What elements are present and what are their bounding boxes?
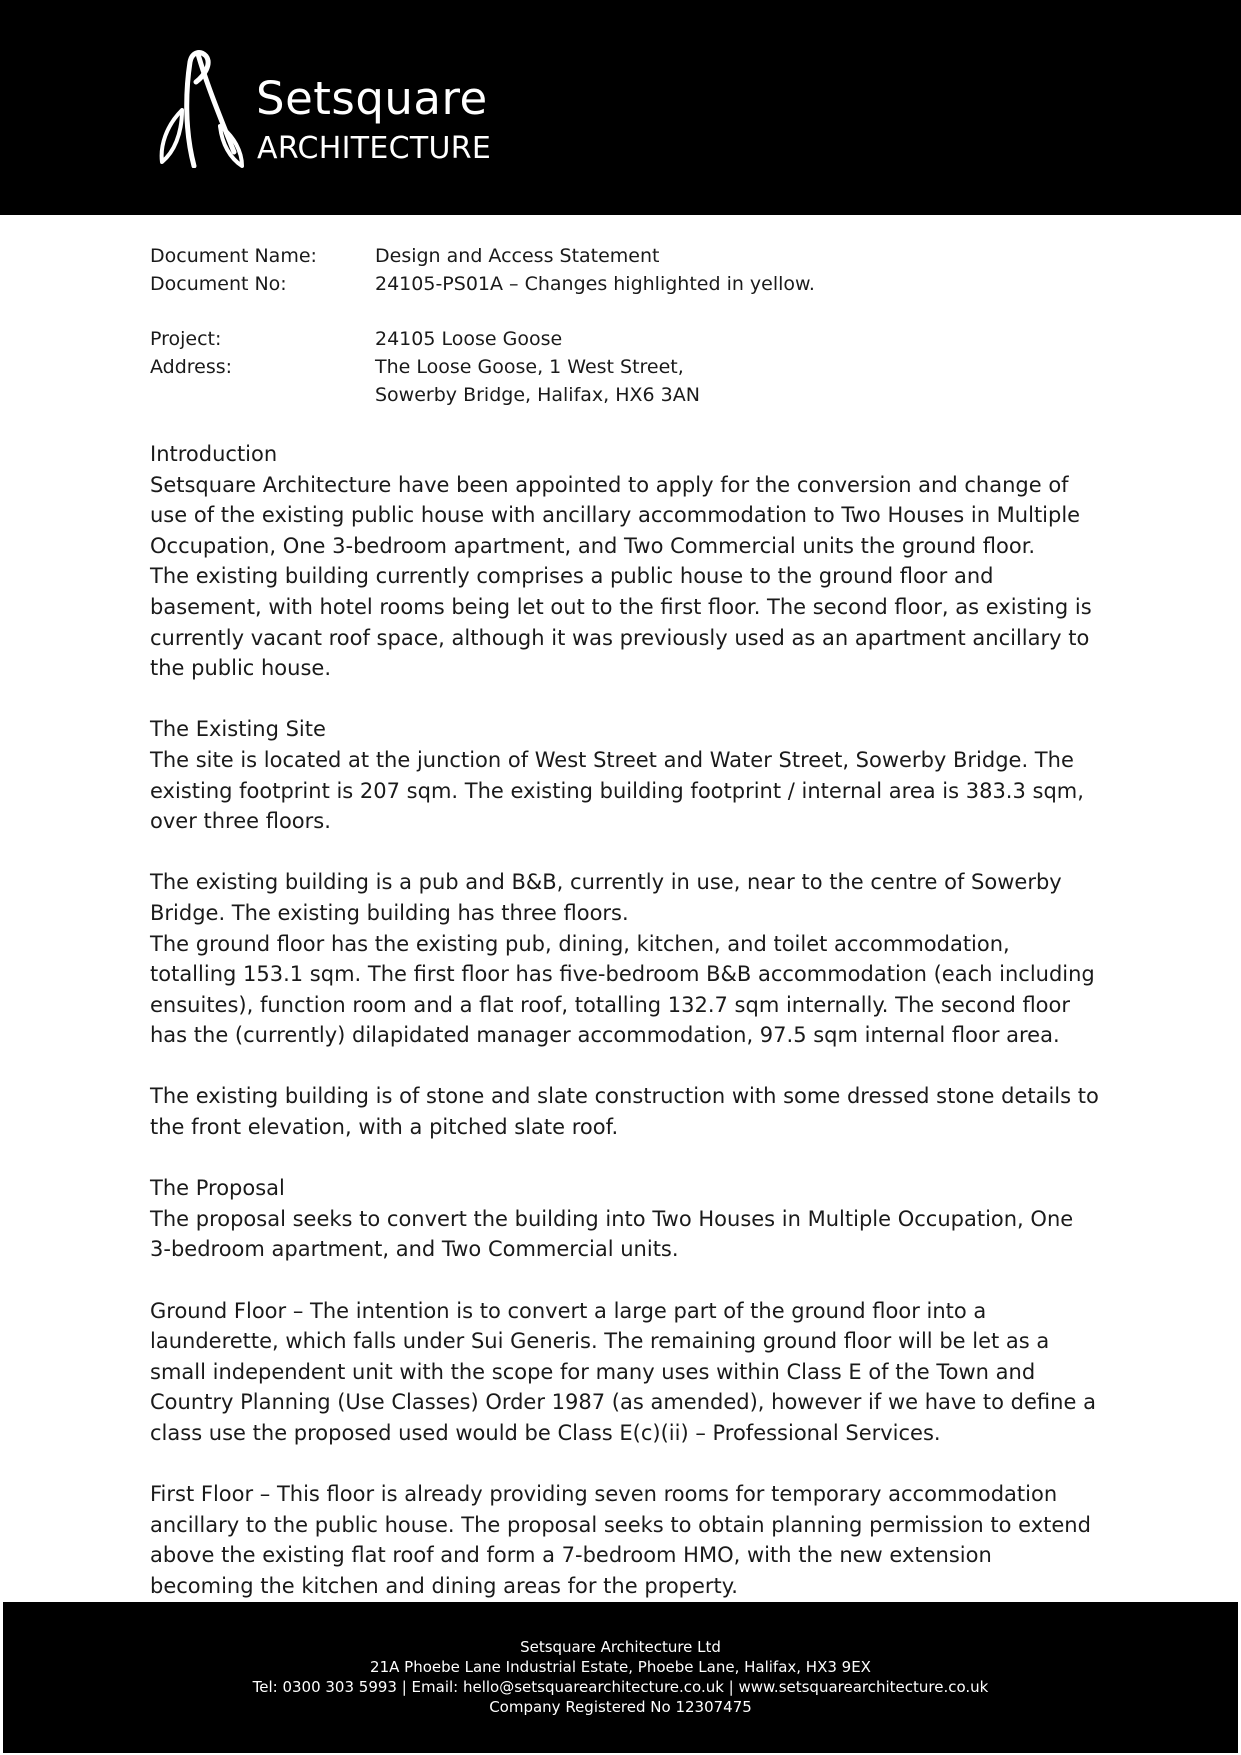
footer-company: Setsquare Architecture Ltd: [520, 1638, 721, 1656]
setsquare-a-logo-icon: [158, 48, 244, 168]
project-value: 24105 Loose Goose: [375, 328, 563, 350]
address-line-2: Sowerby Bridge, Halifax, HX6 3AN: [375, 384, 700, 406]
proposal-heading: The Proposal: [150, 1176, 285, 1201]
meta-row-document-no: [150, 270, 1100, 298]
page-footer: [3, 1602, 1238, 1753]
existing-site-paragraph-1: The site is located at the junction of West Street and Water Street, Sowerby Bridge. The existing footprint is 207 sqm. The existing building footprint / internal area is 383.3 sqm, over three floors.: [150, 747, 1084, 834]
existing-site-paragraph-3: The ground floor has the existing pub, dining, kitchen, and toilet accommodation, totalling 153.1 sqm. The first floor has five-bedroom B&B accommodation (each including ensuites), function room and a flat roof, totalling 132.7 sqm internally. The second floor has the (currently) dilapidated manager accommodation, 97.5 sqm internal floor area.: [150, 931, 1095, 1048]
logo-name: Setsquare: [256, 72, 488, 125]
footer-registration: Company Registered No 12307475: [489, 1698, 752, 1716]
meta-row-address-2: [150, 381, 1100, 409]
document-name-value: Design and Access Statement: [375, 245, 660, 267]
existing-site-paragraph-4: The existing building is of stone and slate construction with some dressed stone details to the front elevation, with a pitched slate roof.: [150, 1084, 1099, 1140]
proposal-paragraph-2: Ground Floor – The intention is to convert a large part of the ground floor into a launderette, which falls under Sui Generis. The remaining ground floor will be let as a small independent unit with the scope for many uses within Class E of the Town and Country Planning (Use Classes) Order 1987 (as amended), however if we have to define a class use the proposed used would be Class E(c)(ii) – Professional Services.: [150, 1298, 1096, 1445]
document-no-value: 24105-PS01A – Changes highlighted in yellow.: [375, 273, 815, 295]
project-label: Project:: [150, 328, 222, 350]
document-name-label: Document Name:: [150, 245, 317, 267]
footer-contact: Tel: 0300 303 5993 | Email: hello@setsquarearchitecture.co.uk | www.setsquarearchitecture.co.uk: [252, 1678, 989, 1696]
document-meta: [150, 242, 1100, 409]
meta-row-project: [150, 325, 1100, 353]
meta-row-document-name: [150, 242, 1100, 270]
existing-site-paragraph-2: The existing building is a pub and B&B, currently in use, near to the centre of Sowerby Bridge. The existing building has three floors.: [150, 870, 1062, 925]
footer-address: 21A Phoebe Lane Industrial Estate, Phoebe Lane, Halifax, HX3 9EX: [370, 1658, 871, 1676]
proposal-paragraph-1: The proposal seeks to convert the building into Two Houses in Multiple Occupation, One 3-bedroom apartment, and Two Commercial units.: [150, 1206, 1074, 1262]
introduction-heading: Introduction: [150, 442, 278, 466]
document-body: [150, 439, 1100, 1602]
address-line-1: The Loose Goose, 1 West Street,: [375, 356, 684, 378]
logo-subtitle: ARCHITECTURE: [257, 131, 492, 166]
meta-row-address: [150, 353, 1100, 381]
proposal-paragraph-3: First Floor – This floor is already providing seven rooms for temporary accommodation ancillary to the public house. The proposal seeks to obtain planning permission to extend above the existing flat roof and form a 7-bedroom HMO, with the new extension becoming the kitchen and dining areas for the property.: [150, 1482, 1091, 1598]
page-header: [0, 0, 1241, 215]
document-no-label: Document No:: [150, 273, 287, 295]
address-label: Address:: [150, 356, 233, 378]
introduction-paragraph-1: Setsquare Architecture have been appointed to apply for the conversion and change of use of the existing public house with ancillary accommodation to Two Houses in Multiple Occupation, One 3-bedroom apartment, and Two Commercial units the ground floor.: [150, 472, 1081, 558]
introduction-paragraph-2: The existing building currently comprises a public house to the ground floor and basement, with hotel rooms being let out to the first floor. The second floor, as existing is currently vacant roof space, although it was previously used as an apartment ancillary to the public house.: [150, 564, 1092, 681]
existing-site-heading: The Existing Site: [150, 717, 326, 742]
